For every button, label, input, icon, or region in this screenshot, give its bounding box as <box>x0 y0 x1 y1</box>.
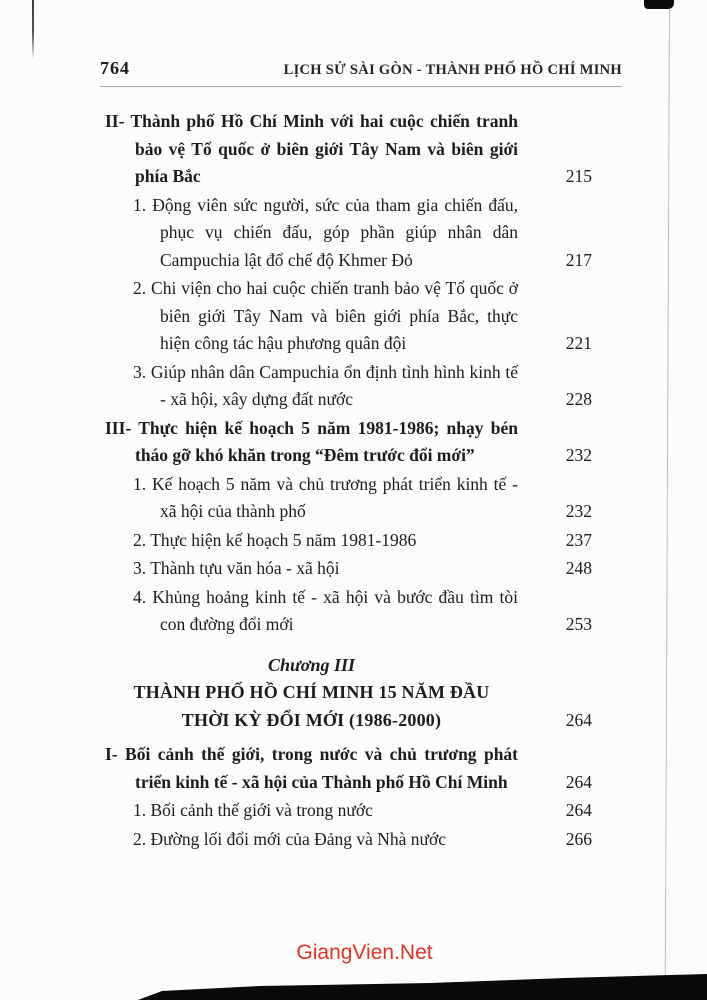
toc-entry <box>105 741 592 796</box>
toc-entry-label: 3. <box>133 558 147 578</box>
toc-entry-text <box>105 584 518 639</box>
scan-artifact-left-line <box>32 0 34 60</box>
toc-entry <box>105 826 592 854</box>
toc-entry-page: 266 <box>565 828 592 849</box>
toc-entry-title: Giúp nhân dân Campuchia ổn định tình hình kinh tế - xã hội, xây dựng đất nước <box>150 361 518 409</box>
toc-entry-title: Kế hoạch 5 năm và chủ trương phát triển kinh tế - xã hội của thành phố <box>151 473 518 521</box>
toc-entry-label: 3. <box>133 361 147 382</box>
toc-entry-text <box>105 359 518 414</box>
page-header <box>100 58 622 87</box>
toc-entry-page: 232 <box>565 501 592 521</box>
toc-entry-label: 2. <box>133 529 147 550</box>
toc-entry-text <box>105 192 518 275</box>
toc-entry-title: Thực hiện kế hoạch 5 năm 1981-1986; nhạy bén tháo gỡ khó khăn trong “Đêm trước đổi mới” <box>135 417 518 465</box>
toc-entry-label: 2. <box>133 278 147 298</box>
toc-entry-label: II- <box>105 111 125 131</box>
running-title: LỊCH SỬ SÀI GÒN - THÀNH PHỐ HỒ CHÍ MINH <box>283 62 622 78</box>
toc-entry-text <box>105 275 518 358</box>
toc-entry <box>105 359 592 414</box>
toc-entry-text <box>105 741 518 796</box>
chapter-heading-page: 264 <box>565 709 592 730</box>
toc-entry-page: 228 <box>565 389 592 409</box>
toc-entry-title: Khủng hoảng kinh tế - xã hội và bước đầu tìm tòi con đường đổi mới <box>152 586 518 634</box>
toc-entry-page: 217 <box>565 249 592 270</box>
toc-entry-label: 1. <box>133 800 147 820</box>
toc-entry-title: Thành tựu văn hóa - xã hội <box>150 558 340 578</box>
toc-entry-text <box>105 826 518 854</box>
toc-entry-label: III- <box>105 417 132 438</box>
toc-entry-text <box>105 527 518 555</box>
toc-entry-page: 253 <box>565 614 592 634</box>
table-of-contents <box>105 108 592 853</box>
toc-entry-page: 248 <box>565 558 592 578</box>
toc-entry-label: 4. <box>133 586 147 607</box>
toc-entry-page: 232 <box>565 445 592 465</box>
toc-entry <box>105 584 592 639</box>
toc-entry-title: Thực hiện kế hoạch 5 năm 1981-1986 <box>150 529 417 550</box>
toc-entry <box>105 192 592 275</box>
toc-entry <box>105 527 592 555</box>
toc-entry-page: 264 <box>565 771 592 792</box>
toc-entry-title: Đường lối đổi mới của Đảng và Nhà nước <box>150 828 447 849</box>
toc-entry-title: Thành phố Hồ Chí Minh với hai cuộc chiến tranh bảo vệ Tổ quốc ở biên giới Tây Nam và biên giới phía Bắc <box>130 111 518 186</box>
toc-entry-title: Bối cảnh thế giới và trong nước <box>150 800 373 820</box>
toc-entry-text <box>105 471 518 526</box>
toc-entry <box>105 797 592 825</box>
toc-entry-text <box>105 415 518 470</box>
toc-entry <box>105 275 592 358</box>
toc-entry-text <box>105 108 518 191</box>
toc-entry-text <box>105 797 518 825</box>
chapter-title-line2: THỜI KỲ ĐỔI MỚI (1986-2000) <box>181 709 442 730</box>
toc-entry-page: 221 <box>565 333 592 353</box>
toc-entry-page: 237 <box>565 529 592 550</box>
toc-entry-page: 215 <box>565 166 592 186</box>
toc-entry-page: 264 <box>565 800 592 820</box>
toc-entry-title: Bối cảnh thế giới, trong nước và chủ trương phát triển kinh tế - xã hội của Thành phố Hồ Chí Minh <box>125 744 519 792</box>
toc-entry-title: Động viên sức người, sức của tham gia chiến đấu, phục vụ chiến đấu, góp phần giúp nhân dân Campuchia lật đổ chế độ Khmer Đỏ <box>152 194 518 270</box>
toc-entry-label: 2. <box>133 828 147 849</box>
toc-entry <box>105 555 592 583</box>
chapter-heading <box>105 652 592 735</box>
watermark-text: GiangVien.Net <box>296 941 433 964</box>
scan-artifact-right-fold-line <box>665 6 670 982</box>
toc-entry-label: 1. <box>133 473 147 494</box>
toc-entry-text <box>105 555 518 583</box>
toc-entry <box>105 415 592 470</box>
chapter-heading-text <box>105 652 518 735</box>
chapter-kicker: Chương III <box>268 654 355 675</box>
toc-entry <box>105 108 592 191</box>
toc-entry <box>105 471 592 526</box>
toc-entry-label: I- <box>105 744 118 764</box>
toc-entry-label: 1. <box>133 194 147 215</box>
folio-number: 764 <box>100 58 130 78</box>
scan-artifact-bottom-band <box>0 970 707 1000</box>
toc-entry-title: Chi viện cho hai cuộc chiến tranh bảo vệ Tổ quốc ở biên giới Tây Nam và biên giới phía Bắc, thực hiện công tác hậu phương quân đội <box>151 278 518 353</box>
chapter-title-line1: THÀNH PHỐ HỒ CHÍ MINH 15 NĂM ĐẦU <box>133 682 490 702</box>
